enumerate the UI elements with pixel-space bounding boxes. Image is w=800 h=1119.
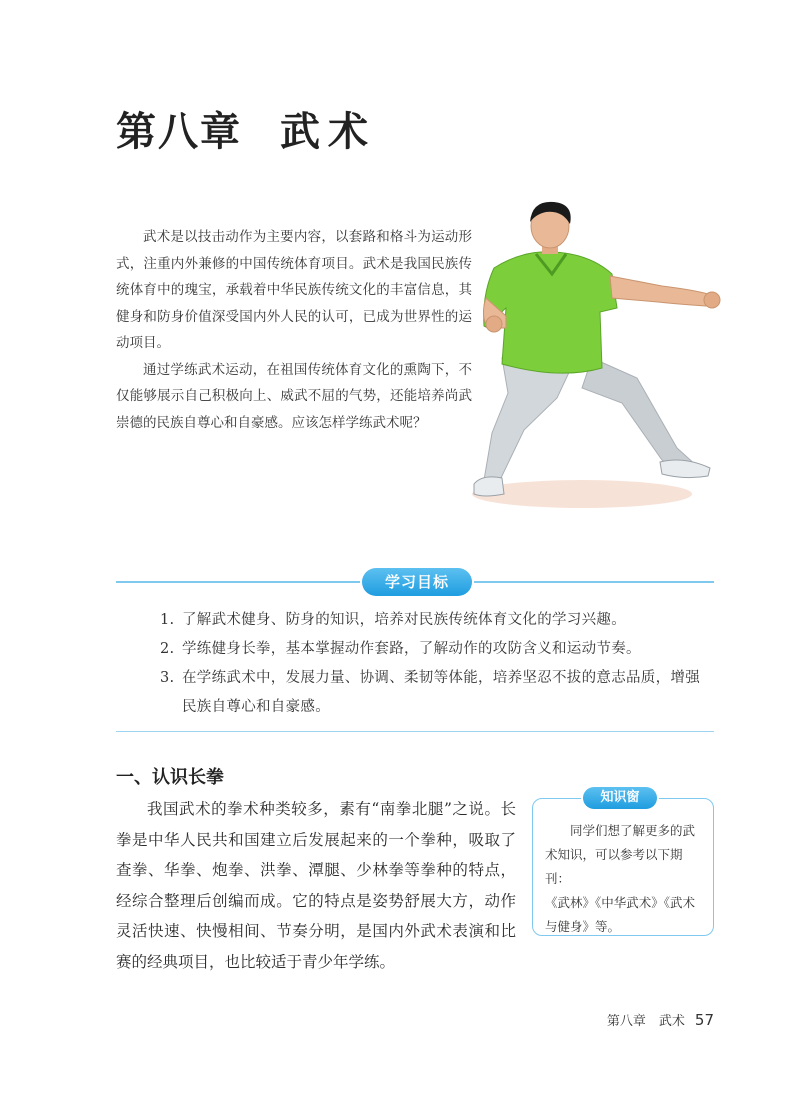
learning-objectives-panel	[116, 566, 714, 732]
section-body	[116, 794, 516, 977]
divider	[116, 731, 714, 732]
objective-number: 3.	[160, 670, 175, 686]
knowledge-window-heading: 知识窗	[583, 787, 657, 809]
objective-item	[160, 664, 708, 722]
knowledge-line: 《武林》《中华武术》《武术与健身》等。	[545, 895, 696, 934]
knowledge-line: 同学们想了解更多的武术知识，可以参考以下期刊：	[545, 823, 696, 886]
objective-number: 2.	[160, 641, 175, 657]
intro-paragraph: 通过学练武术运动，在祖国传统体育文化的熏陶下，不仅能够展示自己积极向上、威武不屈的气势，还能培养尚武崇德的民族自尊心和自豪感。应该怎样学练武术呢？	[116, 361, 472, 431]
intro-paragraph: 武术是以技击动作为主要内容，以套路和格斗为运动形式，注重内外兼修的中国传统体育项目。武术是我国民族传统体育中的瑰宝，承载着中华民族传统文化的丰富信息，其健身和防身价值深受国内外人民的认可，已成为世界性的运动项目。	[116, 229, 472, 351]
body-paragraph: 我国武术的拳术种类较多，素有“南拳北腿”之说。长拳是中华人民共和国建立后发展起来的一个拳种，吸取了查拳、华拳、炮拳、洪拳、潭腿、少林拳等拳种的特点，经综合整理后创编而成。它的特点是姿势舒展大方，动作灵活快速、快慢相间、节奏分明，是国内外武术表演和比赛的经典项目，也比较适于青少年学练。	[116, 800, 516, 971]
chapter-number: 第八章	[116, 108, 242, 155]
page-footer	[607, 1010, 714, 1029]
chapter-title	[116, 100, 376, 157]
chapter-intro	[116, 224, 472, 436]
section-heading: 一、认识长拳	[116, 767, 224, 788]
knowledge-window-text	[545, 819, 705, 939]
running-head: 第八章 武术	[606, 1014, 685, 1029]
objective-item	[160, 635, 708, 664]
objective-item	[160, 606, 708, 635]
chapter-name: 武术	[280, 108, 376, 155]
objectives-list	[160, 606, 708, 722]
objective-text: 在学练武术中，发展力量、协调、柔韧等体能，培养坚忍不拔的意志品质，增强民族自尊心和自豪感。	[182, 670, 700, 715]
objective-number: 1.	[160, 612, 175, 628]
wushu-athlete-photo	[462, 198, 727, 518]
knowledge-window	[532, 790, 714, 936]
objective-text: 了解武术健身、防身的知识，培养对民族传统体育文化的学习兴趣。	[182, 612, 626, 628]
page-number: 57	[694, 1011, 714, 1029]
objective-text: 学练健身长拳，基本掌握动作套路，了解动作的攻防含义和运动节奏。	[182, 641, 641, 657]
learning-objectives-heading: 学习目标	[362, 568, 472, 596]
